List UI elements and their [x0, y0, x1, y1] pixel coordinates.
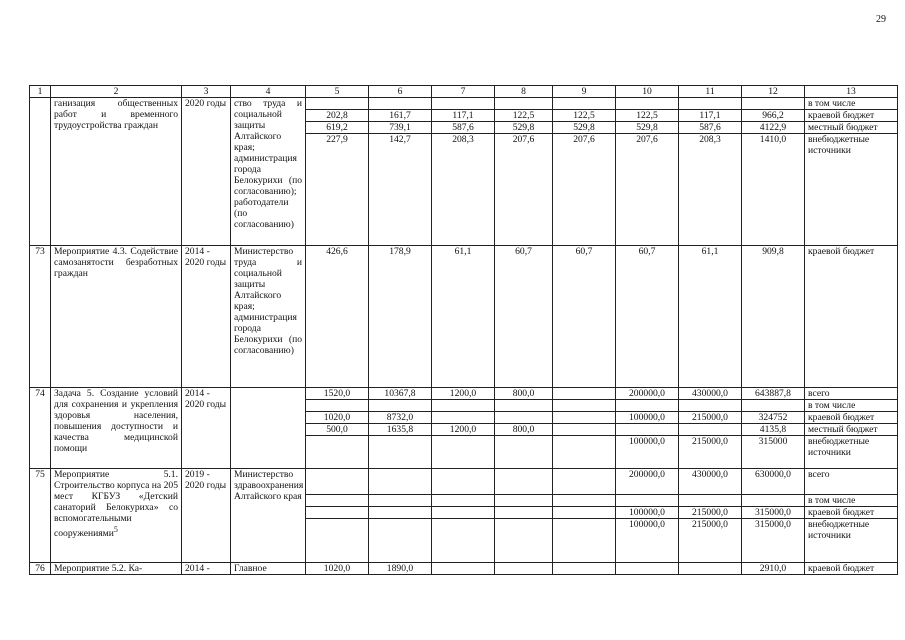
value-cell: 202,8: [306, 110, 369, 122]
value-cell: [553, 563, 616, 575]
value-cell: 207,6: [553, 134, 616, 246]
value-cell: 100000,0: [616, 507, 679, 519]
source-label: в том числе: [805, 495, 898, 507]
source-label: всего: [805, 388, 898, 400]
header-cell: 12: [742, 86, 805, 98]
value-cell: 430000,0: [679, 469, 742, 495]
value-cell: [369, 436, 432, 469]
header-cell: 1: [30, 86, 51, 98]
value-cell: [495, 563, 553, 575]
value-cell: [432, 469, 495, 495]
measure-executor: [231, 388, 306, 469]
header-cell: 3: [182, 86, 231, 98]
value-cell: 909,8: [742, 246, 805, 388]
measure-name: Мероприятие 4.3. Содействие самозанятости безработных граждан: [51, 246, 182, 388]
value-cell: 800,0: [495, 424, 553, 436]
header-cell: 8: [495, 86, 553, 98]
value-cell: 200000,0: [616, 388, 679, 400]
value-cell: 619,2: [306, 122, 369, 134]
table-row: [30, 98, 898, 110]
value-cell: 315000,0: [742, 519, 805, 563]
value-cell: 100000,0: [616, 519, 679, 563]
value-cell: [553, 507, 616, 519]
value-cell: 215000,0: [679, 412, 742, 424]
value-cell: 2910,0: [742, 563, 805, 575]
value-cell: [369, 469, 432, 495]
header-cell: 10: [616, 86, 679, 98]
value-cell: 324752: [742, 412, 805, 424]
source-label: краевой бюджет: [805, 412, 898, 424]
value-cell: 315000,0: [742, 507, 805, 519]
measure-years: 2014 - 2020 годы: [182, 246, 231, 388]
value-cell: 643887,8: [742, 388, 805, 400]
value-cell: 315000: [742, 436, 805, 469]
header-row: [30, 86, 898, 98]
measure-executor: Главное: [231, 563, 306, 575]
source-label: краевой бюджет: [805, 246, 898, 388]
value-cell: 215000,0: [679, 507, 742, 519]
value-cell: [432, 519, 495, 563]
value-cell: 60,7: [616, 246, 679, 388]
measure-executor: Министерство здравоохранения Алтайского края: [231, 469, 306, 563]
table-row: [30, 563, 898, 575]
value-cell: 430000,0: [679, 388, 742, 400]
value-cell: 207,6: [495, 134, 553, 246]
header-cell: 4: [231, 86, 306, 98]
value-cell: 1200,0: [432, 388, 495, 400]
source-label: внебюджетные источники: [805, 134, 898, 246]
value-cell: 1200,0: [432, 424, 495, 436]
value-cell: [553, 388, 616, 400]
header-cell: 13: [805, 86, 898, 98]
value-cell: [432, 436, 495, 469]
value-cell: 61,1: [679, 246, 742, 388]
value-cell: [679, 424, 742, 436]
table-row: [30, 388, 898, 400]
row-number: 76: [30, 563, 51, 575]
value-cell: 4122,9: [742, 122, 805, 134]
value-cell: 1020,0: [306, 563, 369, 575]
source-label: краевой бюджет: [805, 110, 898, 122]
value-cell: 587,6: [679, 122, 742, 134]
value-cell: [495, 436, 553, 469]
value-cell: 8732,0: [369, 412, 432, 424]
measure-executor: ство труда и социальной защиты Алтайского края; администрация города Белокурихи (по согласованию); работодатели (по согласованию): [231, 98, 306, 246]
measure-name-text: Мероприятие 5.1. Строительство корпуса на 205 мест КГБУЗ «Детский санаторий Белокуриха» со вспомогательными сооружениями: [54, 469, 178, 540]
measure-name: [51, 469, 182, 563]
value-cell: 1410,0: [742, 134, 805, 246]
value-cell: [369, 507, 432, 519]
value-cell: 4135,8: [742, 424, 805, 436]
value-cell: 178,9: [369, 246, 432, 388]
header-cell: 2: [51, 86, 182, 98]
source-label: в том числе: [805, 400, 898, 412]
value-cell: 122,5: [495, 110, 553, 122]
source-label: местный бюджет: [805, 424, 898, 436]
source-label: внебюджетные источники: [805, 436, 898, 469]
value-cell: 117,1: [679, 110, 742, 122]
value-cell: 200000,0: [616, 469, 679, 495]
value-cell: [679, 563, 742, 575]
value-cell: 1020,0: [306, 412, 369, 424]
header-cell: 5: [306, 86, 369, 98]
source-label: краевой бюджет: [805, 507, 898, 519]
value-cell: [432, 563, 495, 575]
value-cell: 161,7: [369, 110, 432, 122]
value-cell: 142,7: [369, 134, 432, 246]
row-number: [30, 98, 51, 246]
value-cell: 500,0: [306, 424, 369, 436]
measure-name: Задача 5. Создание условий для сохранения и укрепления здоровья населения, повышения доступности и качества медицинской помощи: [51, 388, 182, 469]
value-cell: [553, 469, 616, 495]
value-cell: [432, 507, 495, 519]
value-cell: 215000,0: [679, 519, 742, 563]
value-cell: 100000,0: [616, 412, 679, 424]
measure-executor: Министерство труда и социальной защиты Алтайского края; администрация города Белокурихи (по согласованию): [231, 246, 306, 388]
value-cell: 117,1: [432, 110, 495, 122]
value-cell: 207,6: [616, 134, 679, 246]
value-cell: 1635,8: [369, 424, 432, 436]
value-cell: 227,9: [306, 134, 369, 246]
value-cell: [495, 507, 553, 519]
value-cell: [495, 412, 553, 424]
value-cell: [616, 563, 679, 575]
table-row: [30, 469, 898, 495]
measure-years: 2020 годы: [182, 98, 231, 246]
measure-years: 2019 - 2020 годы: [182, 469, 231, 563]
row-number: 73: [30, 246, 51, 388]
header-cell: 11: [679, 86, 742, 98]
value-cell: 60,7: [553, 246, 616, 388]
value-cell: 60,7: [495, 246, 553, 388]
header-cell: 6: [369, 86, 432, 98]
value-cell: 10367,8: [369, 388, 432, 400]
value-cell: 1520,0: [306, 388, 369, 400]
value-cell: 426,6: [306, 246, 369, 388]
value-cell: [495, 519, 553, 563]
header-cell: 7: [432, 86, 495, 98]
measure-years: 2014 -: [182, 563, 231, 575]
value-cell: [553, 424, 616, 436]
value-cell: 122,5: [616, 110, 679, 122]
value-cell: 800,0: [495, 388, 553, 400]
source-label: всего: [805, 469, 898, 495]
footnote-mark: 5: [113, 525, 118, 534]
value-cell: [432, 412, 495, 424]
value-cell: 61,1: [432, 246, 495, 388]
value-cell: 208,3: [432, 134, 495, 246]
source-label: местный бюджет: [805, 122, 898, 134]
measure-name: Мероприятие 5.2. Ка-: [51, 563, 182, 575]
value-cell: 122,5: [553, 110, 616, 122]
page-number: 29: [876, 14, 886, 25]
value-cell: 529,8: [495, 122, 553, 134]
value-cell: [553, 412, 616, 424]
value-cell: [369, 519, 432, 563]
value-cell: 630000,0: [742, 469, 805, 495]
measure-name: ганизация общественных работ и временного трудоустройства граждан: [51, 98, 182, 246]
value-cell: 208,3: [679, 134, 742, 246]
value-cell: 1890,0: [369, 563, 432, 575]
value-cell: [306, 469, 369, 495]
value-cell: 587,6: [432, 122, 495, 134]
value-cell: 100000,0: [616, 436, 679, 469]
measure-years: 2014 - 2020 годы: [182, 388, 231, 469]
source-label: внебюджетные источники: [805, 519, 898, 563]
value-cell: 739,1: [369, 122, 432, 134]
program-table: [29, 85, 898, 575]
value-cell: 529,8: [553, 122, 616, 134]
value-cell: 529,8: [616, 122, 679, 134]
value-cell: 215000,0: [679, 436, 742, 469]
value-cell: [553, 436, 616, 469]
value-cell: [495, 469, 553, 495]
row-number: 74: [30, 388, 51, 469]
value-cell: [306, 436, 369, 469]
table-row: [30, 246, 898, 388]
value-cell: 966,2: [742, 110, 805, 122]
source-label: краевой бюджет: [805, 563, 898, 575]
row-number: 75: [30, 469, 51, 563]
source-label: в том числе: [805, 98, 898, 110]
header-cell: 9: [553, 86, 616, 98]
value-cell: [306, 519, 369, 563]
value-cell: [553, 519, 616, 563]
value-cell: [616, 424, 679, 436]
value-cell: [306, 507, 369, 519]
